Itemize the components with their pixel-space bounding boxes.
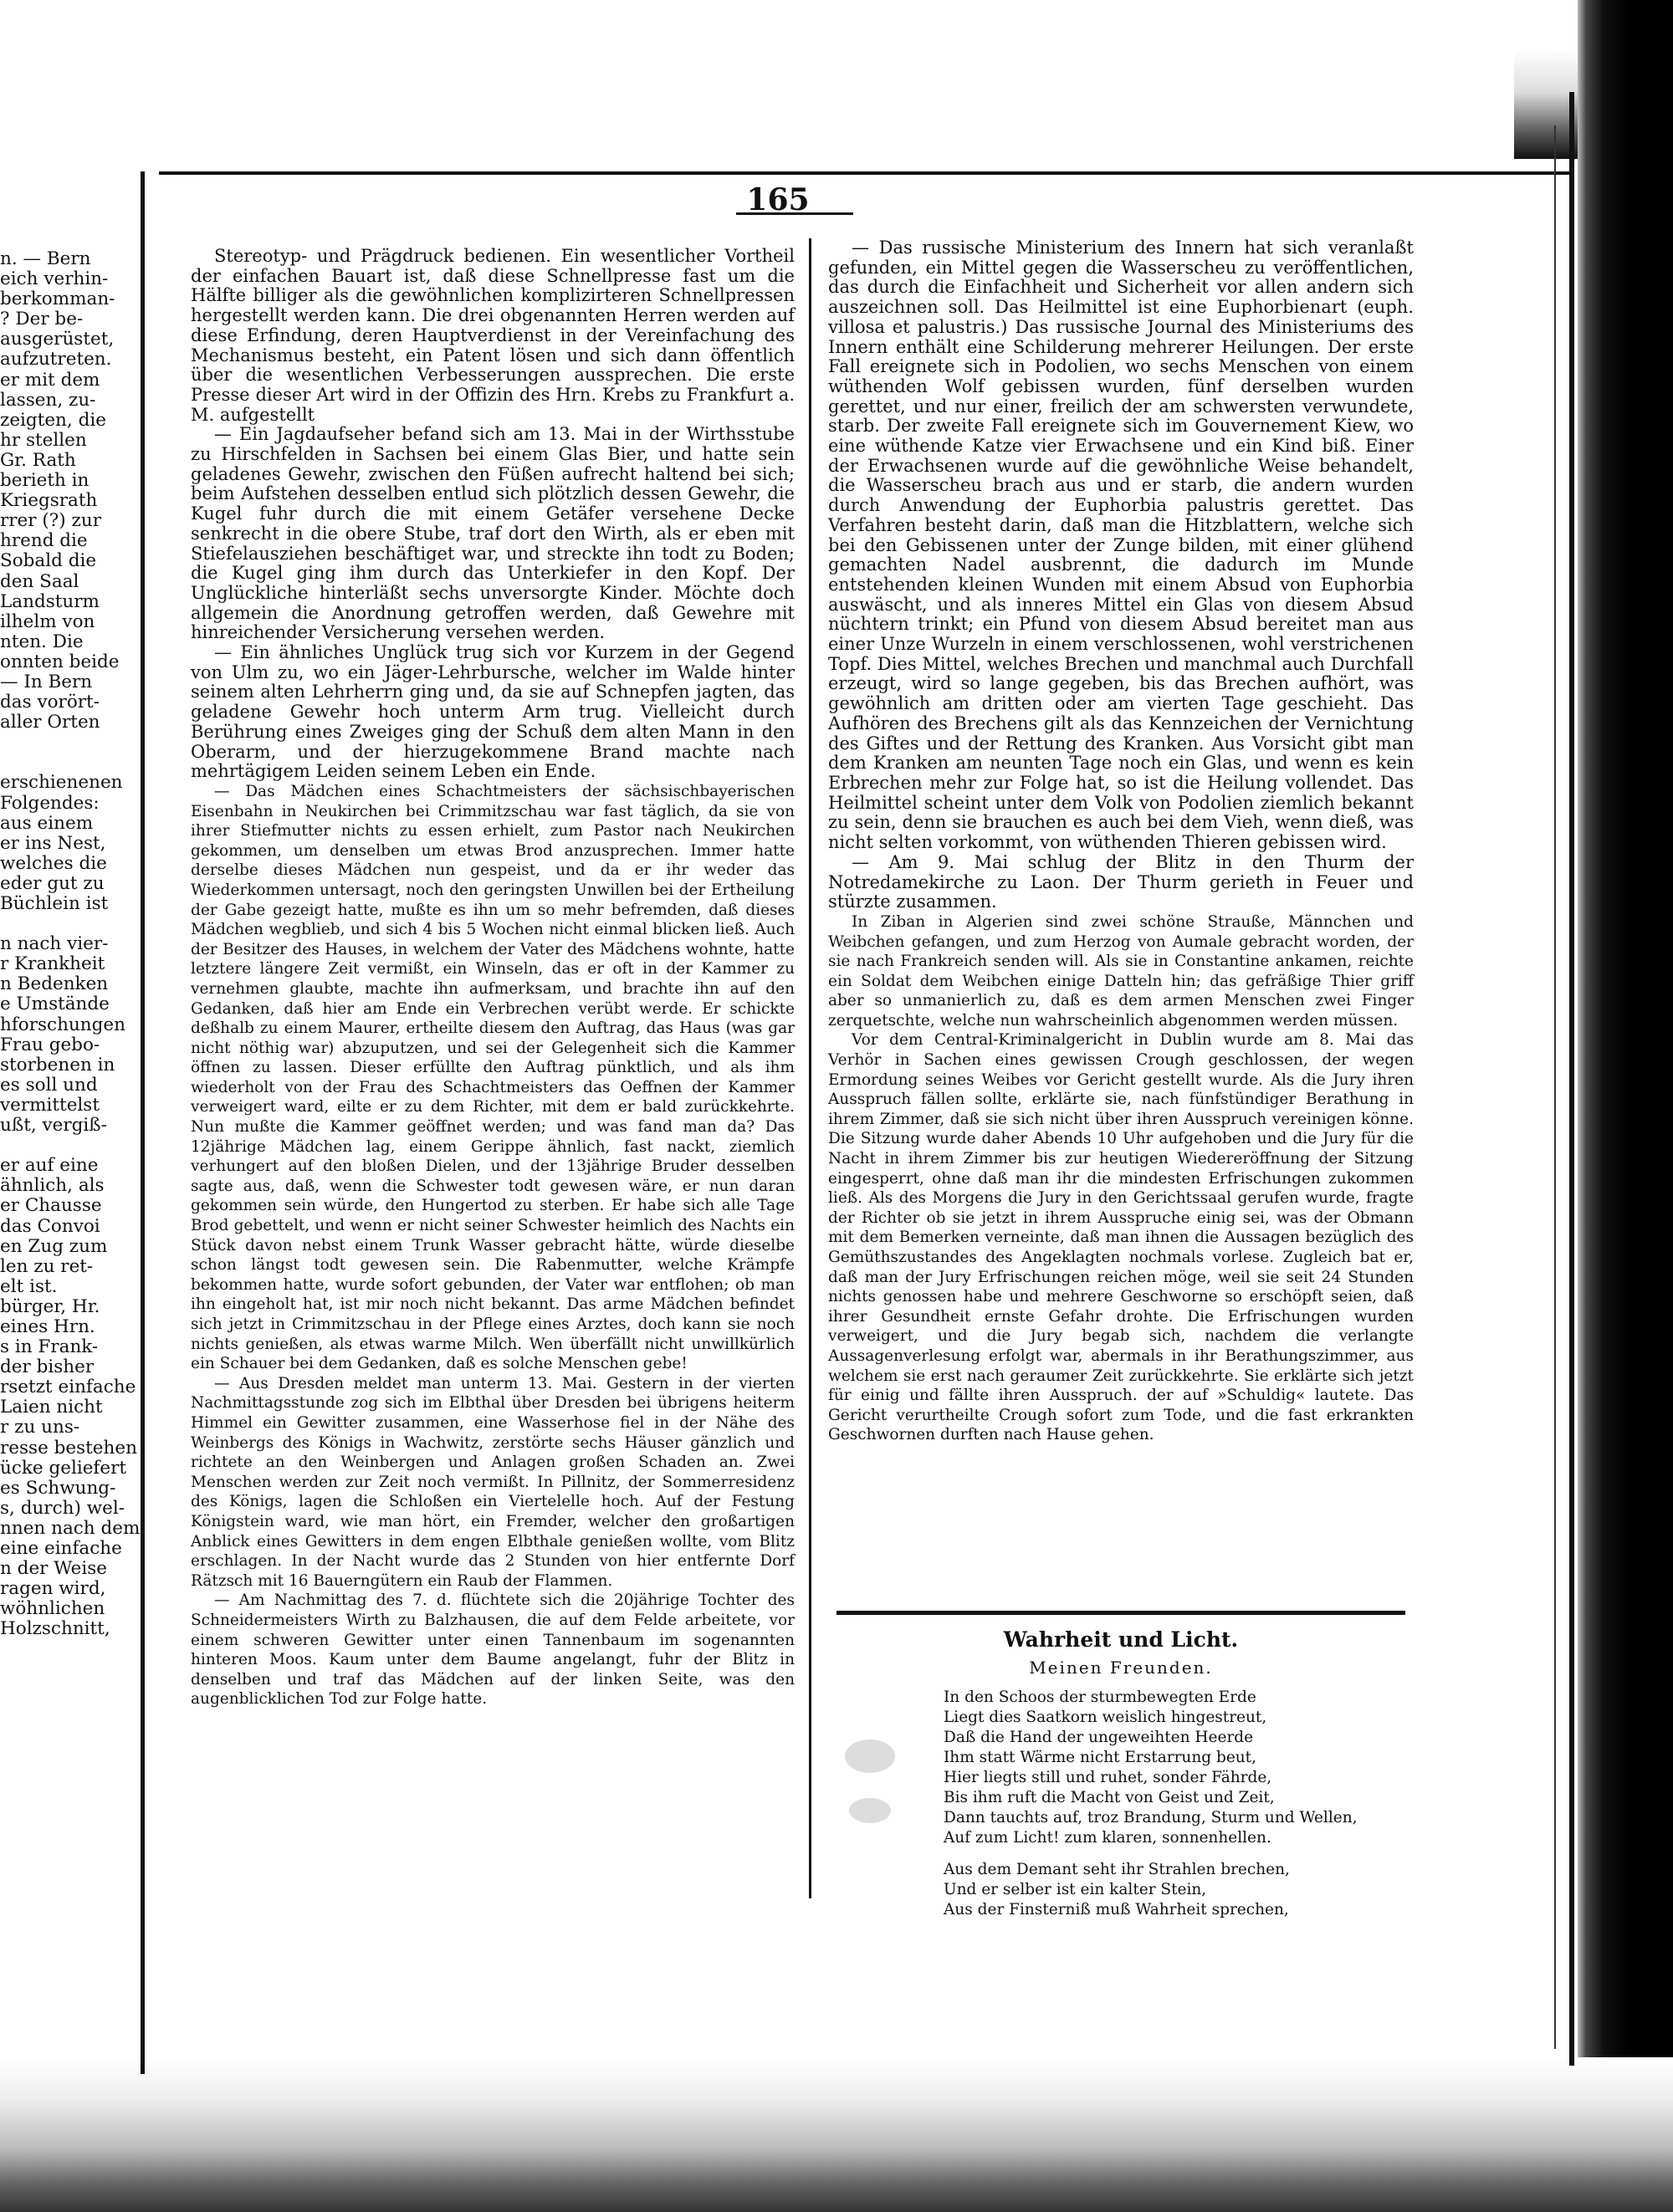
left-margin-line [0, 733, 125, 753]
left-margin-line: n. — Bern [0, 248, 91, 269]
top-page-border [159, 171, 1573, 175]
left-margin-line: Sobald die [0, 550, 97, 572]
left-margin-line: ausgerüstet, [0, 329, 115, 350]
left-margin-line: rrer (?) zur [0, 510, 101, 532]
left-margin-line: hr stellen [0, 429, 87, 451]
left-margin-line: berieth in [0, 470, 90, 492]
left-margin-line: zeigten, die [0, 409, 106, 431]
left-margin-line: onnten beide [0, 651, 120, 672]
left-margin-line: hforschungen [0, 1014, 125, 1035]
left-margin-line: nten. Die [0, 631, 84, 652]
left-margin-line: r Krankheit [0, 953, 105, 975]
left-margin-line: rsetzt einfache [0, 1377, 136, 1398]
left-margin-line: er mit dem [0, 369, 100, 391]
poem-stanza-1: In den Schoos der sturmbewegten Erde Liegt dies Saatkorn weislich hingestreut, Daß die Hand der ungeweihten Heerde Ihm statt Wärme nicht Erstarrung beut, Hier liegts still und ruhet, sonder Fährde, Bis ihm ruft die Macht von Geist und Zeit, Dann tauchts auf, troz Brandung, Sturm und Wellen, Auf zum Licht! zum klaren, sonnenhellen. [944, 1688, 1358, 1847]
column-right [828, 238, 1414, 1610]
left-margin-line: ? Der be- [0, 309, 84, 330]
left-margin-line: er Chausse [0, 1195, 102, 1217]
left-margin-line: n Bedenken [0, 973, 109, 995]
article-paragraph: Vor dem Central-Kriminalgericht in Dublin wurde am 8. Mai das Verhör in Sachen eines gewissen Crough geschlossen, der wegen Ermordung seines Weibes vor Gericht gestellt wurde. Als die Jury ihren Ausspruch fällen sollte, erklärte sie, nach fünfstündiger Berathung in ihrem Zimmer, daß sie sich nicht über ihren Ausspruch vereinigen könne. Die Sitzung wurde daher Abends 10 Uhr aufgehoben und die Jury für die Nacht in ihrem Zimmer bis zur heutigen Wiedereröffnung der Sitzung eingesperrt, ohne daß man ihr die mindesten Erfrischungen zukommen ließ. Als des Morgens die Jury in den Gerichtssaal gerufen wurde, fragte der Richter ob sie jetzt in ihrem Ausspruche einig sei, was der Obmann mit dem Bemerken verneinte, daß man ihnen die Aussagen bezüglich des Gemüthszustandes des Angeklagten nochmals vorlese. Zugleich bat er, daß man der Jury Erfrischungen reichen möge, weil sie seit 24 Stunden nichts genossen habe und mehrere Geschworne so erschöpft seien, daß ihrer Gesundheit ernste Gefahr drohte. Die Erfrischungen wurden verweigert, und die Jury begab sich, nachdem die verlangte Aussagenverlesung erfolgt war, abermals in ihr Berathungszimmer, aus welchem sie erst nach geraumer Zeit zurückkehrte. Sie erklärte sich jetzt für einig und fällte ihren Ausspruch. der auf »Schuldig« lautete. Das Gericht verurtheilte Crough sofort zum Tode, und die fast erkrankten Geschwornen durften nach Hause gehen. [828, 1031, 1414, 1444]
left-margin-line: n der Weise [0, 1558, 107, 1580]
left-margin-line: berkomman- [0, 289, 115, 310]
column-separator [809, 238, 811, 1898]
left-margin-line: aus einem [0, 812, 94, 834]
article-paragraph: — Ein ähnliches Unglück trug sich vor Kurzem in der Gegend von Ulm zu, wo ein Jäger-Lehrbursche, welcher im Walde hinter seinem alten Lehrherrn ging und, da sie auf Schnepfen jagten, das geladene Gewehr hoch unterm Arm trug. Vielleicht durch Berührung eines Zweiges ging der Schuß dem alten Mann in den Oberarm, und der hierzugekommene Brand machte nach mehrtägigem Leiden seinem Leben ein Ende. [191, 642, 795, 782]
article-paragraph: — Aus Dresden meldet man unterm 13. Mai. Gestern in der vierten Nachmittagsstunde zog sich im Elbthal über Dresden bei übrigens heiterm Himmel ein Gewitter zusammen, eine Wasserhose fiel in der Nähe des Weinbergs des Königs in Wachwitz, zerstörte sechs Häuser gänzlich und richtete an den Weinbergen und Anlagen großen Schaden an. Zwei Menschen werden zur Zeit noch vermißt. In Pillnitz, der Sommerresidenz des Königs, lagen die Schloßen ein Viertelelle hoch. Auf der Festung Königstein ward, wie man hört, ein Fremder, welcher den großartigen Anblick eines Gewitters in dem engen Elbthale genießen wollte, vom Blitz erschlagen. In der Nacht wurde das 2 Stunden von hier entfernte Dorf Rätzsch mit 16 Bauerngütern ein Raub der Flammen. [191, 1374, 795, 1590]
left-margin-line: Frau gebo- [0, 1034, 100, 1055]
left-margin-line: das Convoi [0, 1215, 100, 1237]
left-margin-line: ähnlich, als [0, 1175, 105, 1197]
left-margin-line: r zu uns- [0, 1417, 80, 1438]
bleed-through-mark [845, 1739, 895, 1773]
article-paragraph: — Das Mädchen eines Schachtmeisters der sächsischbayerischen Eisenbahn in Neukirchen bei Crimmitzschau war fast täglich, da sie von ihrer Stiefmutter nichts zu essen erhielt, zum Pastor nach Neukirchen gekommen, um denselben um etwas Brod anzusprechen. Immer hatte derselbe dieses Mädchen nun gespeist, und da er ihr weder das Wiederkommen untersagt, noch den geringsten Unwillen bei der Ertheilung der Gabe gezeigt hatte, mußte es ihn um so mehr befremden, daß dieses Mädchen wegblieb, und sich 4 bis 5 Wochen nicht einmal blicken ließ. Auch der Besitzer des Hauses, in welchem der Vater des Mädchens wohnte, hatte letztere längere Zeit vermißt, ein Winseln, das er oft in der Kammer zu vernehmen glaubte, machte ihn aufmerksam, und brachte ihn auf den Gedanken, daß hier am Ende ein Verbrechen verübt werde. Er schickte deßhalb zu einem Maurer, ertheilte diesem den Auftrag, das Haus (was gar nicht nöthig war) abzuputzen, und sei der Gelegenheit sich die Kammer öffnen zu lassen. Dieser erfüllte den Auftrag pünktlich, und als ihm wiederholt von der Frau des Schachtmeisters das Oeffnen der Kammer verweigert ward, eilte er zu dem Richter, mit dem er bald zurückkehrte. Nun mußte die Kammer geöffnet werden; und was fand man da? Das 12jährige Mädchen lag, einem Gerippe ähnlich, fast nackt, ziemlich verhungert auf den bloßen Dielen, und der 13jährige Bruder desselben sagte aus, daß, wenn die Schwester todt gewesen wäre, er nun daran gekommen sein würde, den Hungertod zu sterben. Er habe sich alle Tage Brod gebettelt, und wenn er nicht seiner Schwester heimlich des Nachts ein Stück davon nebst einem Trunk Wasser gebracht hätte, würde dieselbe schon längst todt gewesen sein. Die Rabenmutter, welche Krämpfe bekommen hatte, wurde sofort gebunden, der Vater war entflohen; ob man ihn eingeholt hat, ist mir noch nicht bekannt. Das arme Mädchen befindet sich jetzt in Crimmitzschau in der Pflege eines Arztes, doch kann sie noch nichts genießen, als etwas warme Milch. Wen überfällt nicht unwillkürlich ein Schauer bei dem Gedanken, daß es solche Menschen gebe! [191, 782, 795, 1373]
left-margin-line: aufzutreten. [0, 349, 112, 370]
left-margin-line: ragen wird, [0, 1578, 106, 1600]
left-margin-line: eich verhin- [0, 268, 109, 290]
left-margin-line: Büchlein ist [0, 893, 109, 914]
article-paragraph: Stereotyp- und Prägdruck bedienen. Ein wesentlicher Vortheil der einfachen Bauart ist, daß diese Schnellpresse fast um die Hälfte billiger als die gewöhnlichen komplizirteren Schnellpressen hergestellt werden kann. Die drei obgenannten Herren werden auf diese Erfindung, deren Hauptverdienst in der Vereinfachung des Mechanismus besteht, ein Patent lösen und sich dann öffentlich über die wesentlichen Verbesserungen aussprechen. Die erste Presse dieser Art wird in der Offizin des Hrn. Krebs zu Frankfurt a. M. aufgestellt [191, 246, 795, 425]
left-margin-line [0, 753, 125, 773]
left-margin-line: Holzschnitt, [0, 1618, 110, 1640]
left-margin-line: elt ist. [0, 1275, 58, 1297]
left-margin-line: Landsturm [0, 590, 100, 612]
left-margin-line: s, durch) wel- [0, 1497, 125, 1519]
scan-edge-right [1578, 0, 1673, 2212]
left-margin-line: es Schwung- [0, 1477, 116, 1499]
left-margin-line: n nach vier- [0, 933, 109, 955]
left-margin-line: Folgendes: [0, 792, 100, 814]
right-page-border [1569, 92, 1574, 2066]
left-margin-line: — In Bern [0, 671, 93, 692]
left-margin-line: ußt, vergiß- [0, 1115, 107, 1137]
left-margin-line: Gr. Rath [0, 449, 76, 471]
poem-separator-rule [836, 1611, 1405, 1615]
left-margin-line: aller Orten [0, 712, 100, 733]
left-margin-line: storbenen in [0, 1054, 115, 1075]
left-margin-line: eine einfache [0, 1538, 122, 1559]
left-margin-line [0, 914, 125, 934]
left-margin-line: er auf eine [0, 1155, 99, 1177]
left-margin-line: Kriegsrath [0, 490, 98, 512]
left-margin-line: welches die [0, 852, 107, 874]
left-margin-line: den Saal [0, 570, 79, 592]
left-margin-line: ilhelm von [0, 610, 95, 632]
left-margin-line: len zu ret- [0, 1255, 94, 1277]
right-inner-border [1554, 125, 1556, 2049]
left-margin-line: hrend die [0, 530, 88, 552]
left-margin-fragments [0, 248, 141, 1939]
left-page-border [141, 171, 145, 2074]
poem-dedication: Meinen Freunden. [1029, 1658, 1213, 1678]
left-margin-line: eder gut zu [0, 872, 105, 894]
left-margin-line: e Umstände [0, 994, 110, 1015]
left-margin-line: vermittelst [0, 1094, 100, 1116]
bleed-through-mark [849, 1798, 891, 1823]
column-left [191, 247, 795, 1911]
article-paragraph: — Ein Jagdaufseher befand sich am 13. Mai in der Wirthsstube zu Hirschfelden in Sachsen bei einem Glas Bier, und hatte sein geladenes Gewehr, zwischen den Füßen aufrecht haltend bei sich; beim Aufstehen desselben entlud sich plötzlich dessen Gewehr, die Kugel fuhr durch die mit einem Getäfer versehene Decke senkrecht in die obere Stube, traf dort den Wirth, als er eben mit Stiefelausziehen beschäftiget war, und streckte ihn todt zu Boden; die Kugel ging ihm durch das Unterkiefer in den Kopf. Der Unglückliche hinterläßt sechs unversorgte Kinder. Möchte doch allgemein die Anordnung getroffen werden, daß Gewehre mit hinreichender Versicherung versehen werden. [191, 424, 795, 643]
article-paragraph: — Das russische Ministerium des Innern hat sich veranlaßt gefunden, ein Mittel gegen die Wasserscheu zu veröffentlichen, das durch die Einfachheit und Sicherheit vor allen andern sich auszeichnen soll. Das Heilmittel ist eine Euphorbienart (euph. villosa et palustris.) Das russische Journal des Ministeriums des Innern enthält eine Schilderung mehrerer Heilungen. Der erste Fall ereignete sich in Podolien, wo sechs Menschen von einem wüthenden Wolf gebissen wurden, fünf derselben wurden gerettet, und nur einer, freilich der am schwersten verwundete, starb. Der zweite Fall ereignete sich im Gouvernement Kiew, wo eine wüthende Katze vier Erwachsene und ein Kind biß. Einer der Erwachsenen wurde auf die gewöhnliche Weise behandelt, die Wasserscheu brach aus und er starb, die andern wurden durch Anwendung der Euphorbia palustris gerettet. Das Verfahren besteht darin, daß man die Hitzblattern, welche sich bei den Gebissenen unter der Zunge bilden, mit einer glühend gemachten Nadel ausbrennt, die dadurch im Munde entstehenden kleinen Wunden mit einem Absud von Euphorbia auswäscht, und als inneres Mittel ein Glas von diesem Absud nüchtern trinkt; ein Pfund von diesem Absud bereitet man aus einer Unze Wurzeln in einem verschlossenen, wohl verstrichenen Topf. Dies Mittel, welches Brechen und manchmal auch Durchfall erzeugt, wird so lange gegeben, bis das Brechen aufhört, was gewöhnlich am dritten oder am vierten Tage geschieht. Das Aufhören des Brechens gilt als das Kennzeichen der Vernichtung des Giftes und der Rettung des Kranken. Aus Vorsicht gibt man dem Kranken am neunten Tage noch ein Glas, und wenn es kein Erbrechen mehr zur Folge hat, so ist die Heilung vollendet. Das Heilmittel scheint unter dem Volk von Podolien ziemlich bekannt zu sein, denn sie brauchen es auch bei dem Vieh, wenn dieß, was nicht selten vorkommt, von wüthenden Thieren gebissen wird. [828, 238, 1414, 853]
left-margin-line: eines Hrn. [0, 1315, 95, 1337]
left-margin-line: lassen, zu- [0, 389, 96, 411]
left-margin-line: en Zug zum [0, 1235, 108, 1257]
left-margin-line: wöhnlichen [0, 1598, 105, 1620]
poem-stanza-2: Aus dem Demant seht ihr Strahlen brechen, Und er selber ist ein kalter Stein, Aus der Finsterniß muß Wahrheit sprechen, [944, 1861, 1290, 1918]
left-margin-line: s in Frank- [0, 1336, 99, 1358]
left-margin-line: nnen nach dem [0, 1517, 141, 1539]
page-number: 165 [746, 182, 810, 217]
left-margin-line: der bisher [0, 1356, 95, 1378]
left-margin-line: das vorört- [0, 692, 100, 713]
poem-title: Wahrheit und Licht. [1003, 1627, 1239, 1652]
article-paragraph: — Am 9. Mai schlug der Blitz in den Thurm der Notredamekirche zu Laon. Der Thurm gerieth in Feuer und stürzte zusammen. [828, 851, 1414, 912]
poem-body [944, 1688, 1445, 1918]
article-paragraph: — Am Nachmittag des 7. d. flüchtete sich die 20jährige Tochter des Schneidermeisters Wirth zu Balzhausen, die auf dem Felde arbeitete, vor einem schweren Gewitter unter einen Tannenbaum im sogenannten hinteren Moos. Kaum unter dem Baume angelangt, fuhr der Blitz in denselben und traf das Mädchen auf der linken Seite, was den augenblicklichen Tod zur Folge hatte. [191, 1591, 795, 1709]
article-paragraph: In Ziban in Algerien sind zwei schöne Strauße, Männchen und Weibchen gefangen, und zum Herzog von Aumale gebracht worden, der sie nach Frankreich senden will. Als sie in Constantine ankamen, reichte ein Soldat dem Weibchen einige Datteln hin; das gefräßige Thier griff aber so unmanierlich zu, daß es dem armen Menschen zwei Finger zerquetschte, welche nun wahrscheinlich abgenommen werden müssen. [828, 912, 1414, 1029]
left-margin-line: resse bestehen [0, 1437, 137, 1458]
left-margin-line: Laien nicht [0, 1397, 103, 1418]
left-margin-line [0, 1136, 125, 1156]
left-margin-line: ücke geliefert [0, 1457, 127, 1479]
scan-edge-bottom [0, 2057, 1673, 2212]
left-margin-line: er ins Nest, [0, 832, 106, 854]
left-margin-line: erschienenen [0, 772, 123, 794]
left-margin-line: bürger, Hr. [0, 1295, 100, 1317]
left-margin-line: es soll und [0, 1074, 98, 1096]
